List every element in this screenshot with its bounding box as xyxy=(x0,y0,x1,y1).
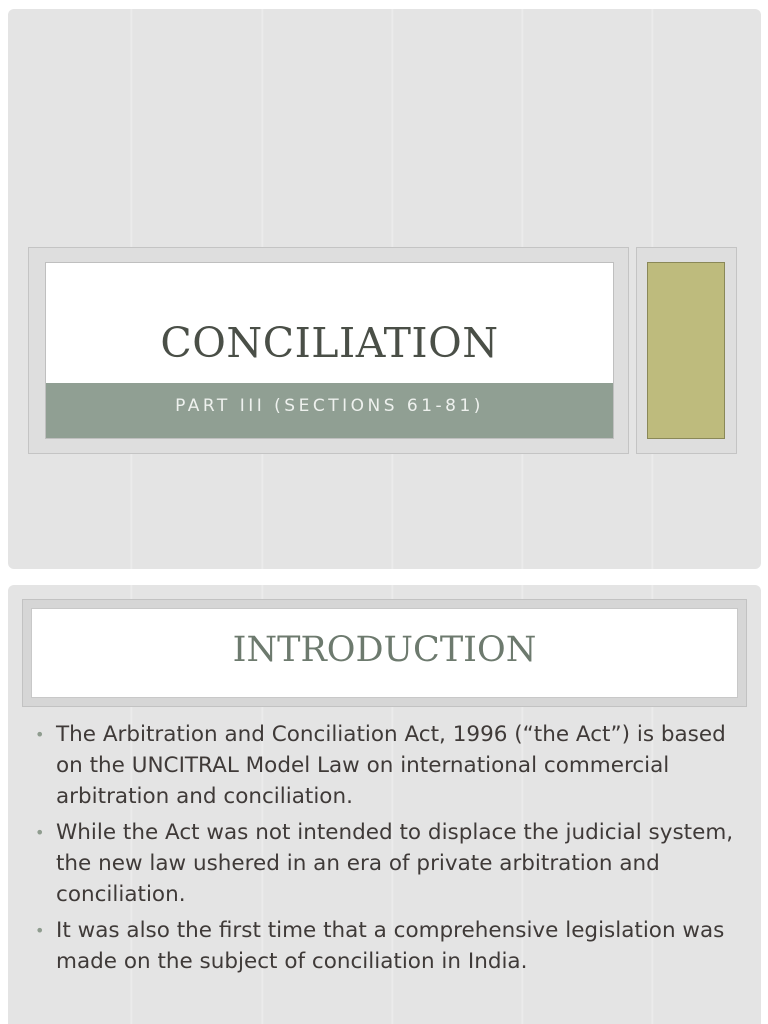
title-slide xyxy=(8,9,761,569)
accent-block xyxy=(647,262,725,439)
introduction-slide xyxy=(8,585,761,1024)
bullet-text: It was also the first time that a comprehensive legislation was made on the subject of conciliation in India. xyxy=(56,918,725,974)
bullet-text: While the Act was not intended to displace the judicial system, the new law ushered in an era of private arbitration and conciliation. xyxy=(56,820,734,907)
bullet-text: The Arbitration and Conciliation Act, 1996 (“the Act”) is based on the UNCITRAL Model Law on international commercial arbitration and conciliation. xyxy=(56,722,726,809)
bullet-list xyxy=(30,719,742,982)
bullet-marker: • xyxy=(35,921,45,940)
slide-heading: INTRODUCTION xyxy=(232,630,537,670)
bullet-item xyxy=(30,719,742,812)
accent-frame xyxy=(636,247,737,454)
bullet-marker: • xyxy=(35,823,45,842)
title-card xyxy=(45,262,614,439)
heading-frame xyxy=(22,599,747,707)
subtitle-band xyxy=(46,383,613,438)
bullet-item xyxy=(30,915,742,977)
heading-card xyxy=(31,608,738,698)
slide-subtitle: PART III (SECTIONS 61-81) xyxy=(175,396,484,416)
slide-title: CONCILIATION xyxy=(160,319,499,367)
title-frame xyxy=(28,247,629,454)
bullet-item xyxy=(30,817,742,910)
bullet-marker: • xyxy=(35,725,45,744)
